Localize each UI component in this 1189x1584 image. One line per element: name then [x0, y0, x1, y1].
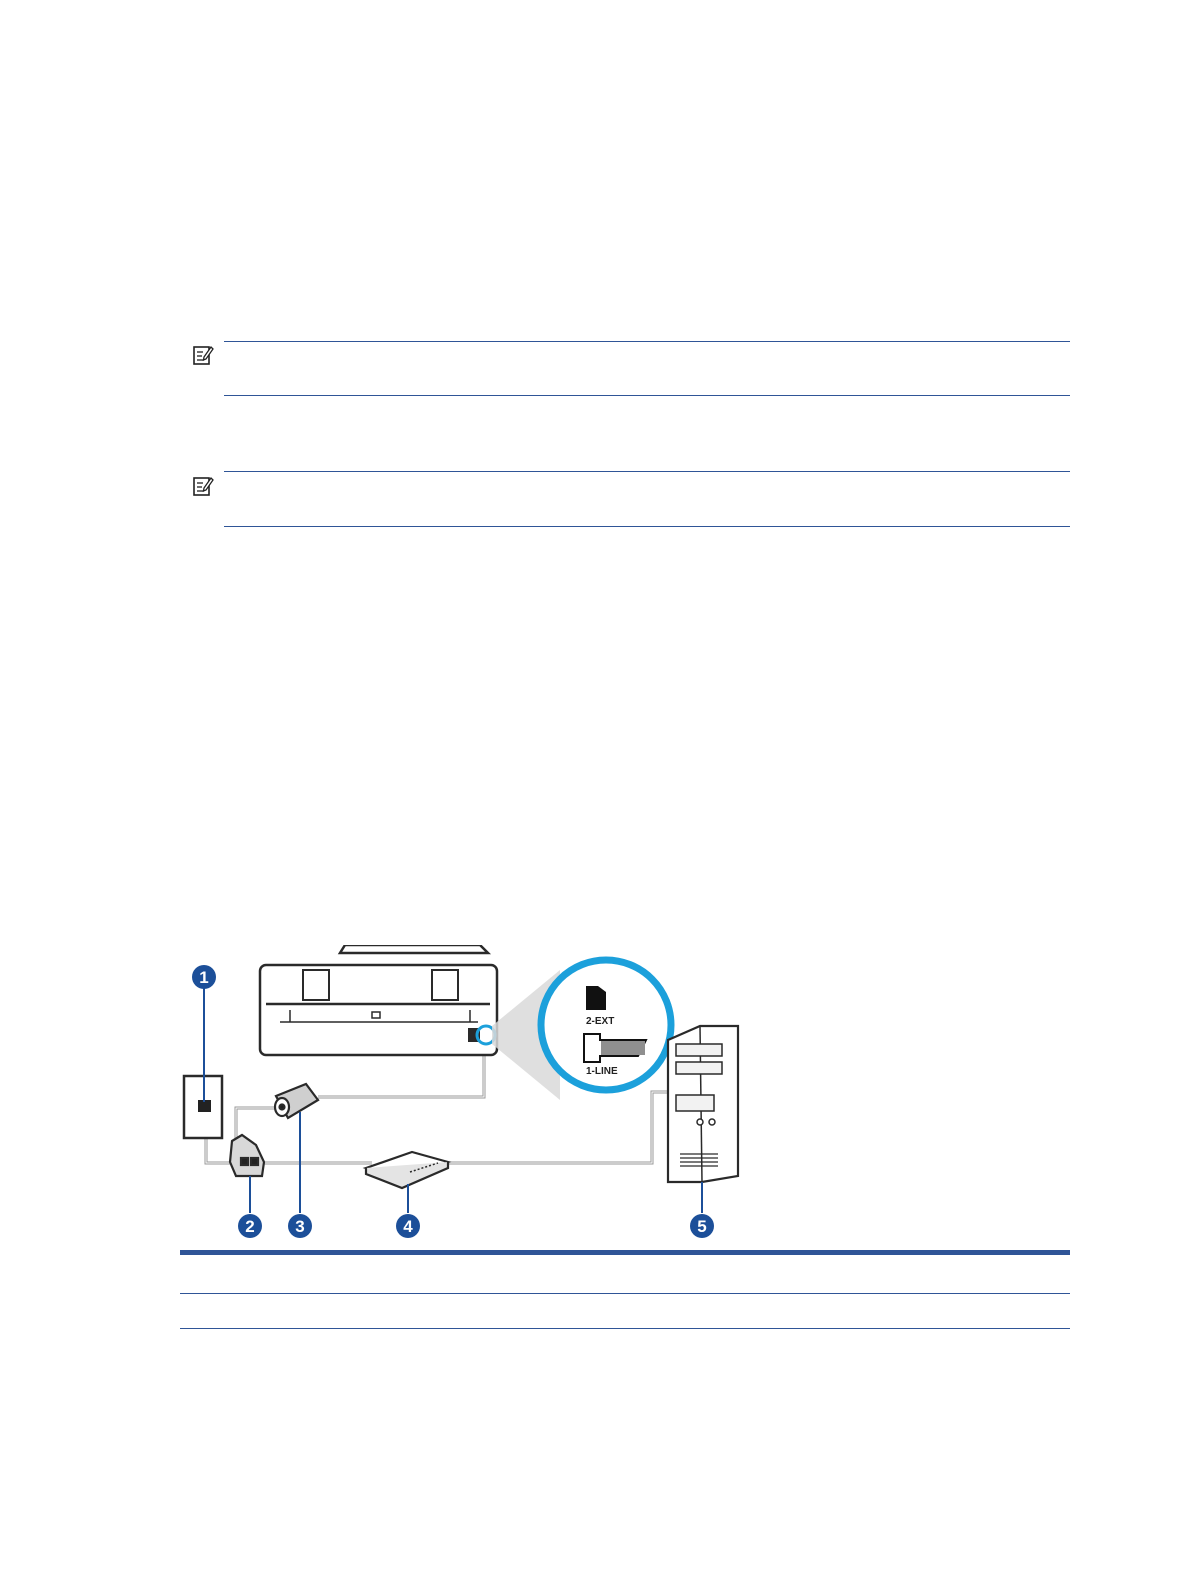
callout-1: [192, 965, 216, 989]
callout-3: [288, 1214, 312, 1238]
note-icon: [192, 475, 214, 497]
port-zoom-circle: [541, 960, 671, 1090]
dsl-filter: [275, 1084, 318, 1118]
callout-number: 3: [295, 1217, 305, 1236]
note-bottom-rule: [224, 395, 1070, 396]
splitter: [230, 1135, 264, 1176]
note-top-rule: [224, 471, 1070, 472]
callout-5: [690, 1214, 714, 1238]
table-row-rule: [180, 1328, 1070, 1329]
callout-2: [238, 1214, 262, 1238]
callout-number: 1: [199, 968, 209, 987]
callout-number: 5: [697, 1217, 707, 1236]
printer: [260, 945, 497, 1055]
note-top-rule: [224, 341, 1070, 342]
callout-4: [396, 1214, 420, 1238]
callout-number: 4: [403, 1217, 413, 1236]
dsl-modem: [366, 1152, 448, 1188]
callout-number: 2: [245, 1217, 255, 1236]
table-header-rule: [180, 1250, 1070, 1255]
note-bottom-rule: [224, 526, 1070, 527]
table-row-rule: [180, 1293, 1070, 1294]
port-label-line: 1-LINE: [586, 1066, 618, 1077]
note-icon: [192, 344, 214, 366]
port-label-ext: 2-EXT: [586, 1016, 615, 1027]
computer: [668, 1026, 738, 1182]
fax-connection-diagram: [150, 945, 770, 1245]
